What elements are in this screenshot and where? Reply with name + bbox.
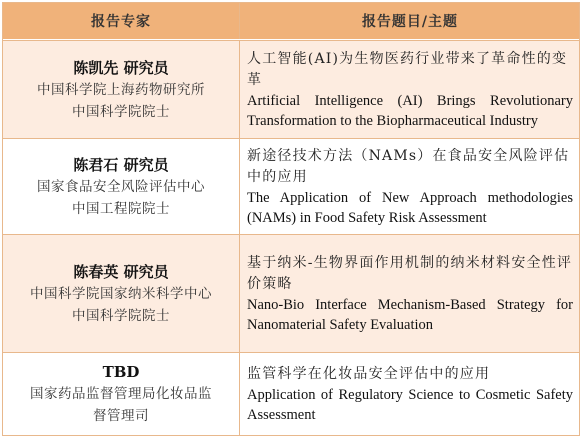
speaker-cell	[3, 139, 240, 234]
topic-chinese: 基于纳米-生物界面作用机制的纳米材料安全性评价策略	[247, 254, 573, 292]
speaker-name: 陈君石 研究员	[73, 155, 169, 174]
speaker-title: 中国工程院院士	[72, 200, 170, 217]
topic-english: Nano-Bio Interface Mechanism-Based Strategy for Nanomaterial Safety Evaluation	[247, 296, 573, 333]
topic-chinese: 监管科学在化妆品安全评估中的应用	[247, 365, 491, 382]
speaker-org: 中国科学院国家纳米科学中心	[30, 285, 212, 302]
header-topic-cell	[240, 3, 579, 39]
topic-cell	[240, 41, 579, 138]
speaker-cell	[3, 41, 240, 138]
speaker-name: 陈春英 研究员	[73, 262, 169, 281]
speaker-cell	[3, 353, 240, 435]
table-row	[3, 352, 579, 435]
topic-english: Artificial Intelligence (AI) Brings Revolutionary Transformation to the Biopharmaceutical Industry	[247, 92, 573, 129]
topic-chinese: 人工智能(AI)为生物医药行业带来了革命性的变革	[247, 50, 568, 88]
speaker-org-cont: 督管理司	[93, 408, 149, 424]
topic-chinese: 新途径技术方法（NAMs）在食品安全风险评估中的应用	[247, 147, 570, 185]
topic-english: The Application of New Approach methodologies (NAMs) in Food Safety Risk Assessment	[247, 189, 573, 226]
header-topic: 报告题目/主题	[361, 14, 459, 30]
topic-cell	[240, 353, 579, 435]
topic-english: Application of Regulatory Science to Cosmetic Safety Assessment	[247, 386, 573, 423]
table-row	[3, 234, 579, 352]
table-row	[3, 138, 579, 234]
speaker-title: 中国科学院院士	[72, 307, 170, 324]
speaker-cell	[3, 235, 240, 352]
speaker-name: TBD	[102, 363, 140, 381]
header-speaker: 报告专家	[91, 14, 151, 30]
table-header-row	[3, 3, 579, 39]
speaker-title: 中国科学院院士	[72, 103, 170, 120]
speaker-org: 国家食品安全风险评估中心	[37, 178, 205, 195]
topic-cell	[240, 235, 579, 352]
topic-cell	[240, 139, 579, 234]
speaker-name: 陈凯先 研究员	[73, 58, 169, 77]
speaker-org: 中国科学院上海药物研究所	[37, 81, 205, 98]
agenda-table	[2, 2, 580, 436]
header-speaker-cell	[3, 3, 240, 39]
speaker-org: 国家药品监督管理局化妆品监	[30, 386, 212, 402]
table-row	[3, 40, 579, 138]
